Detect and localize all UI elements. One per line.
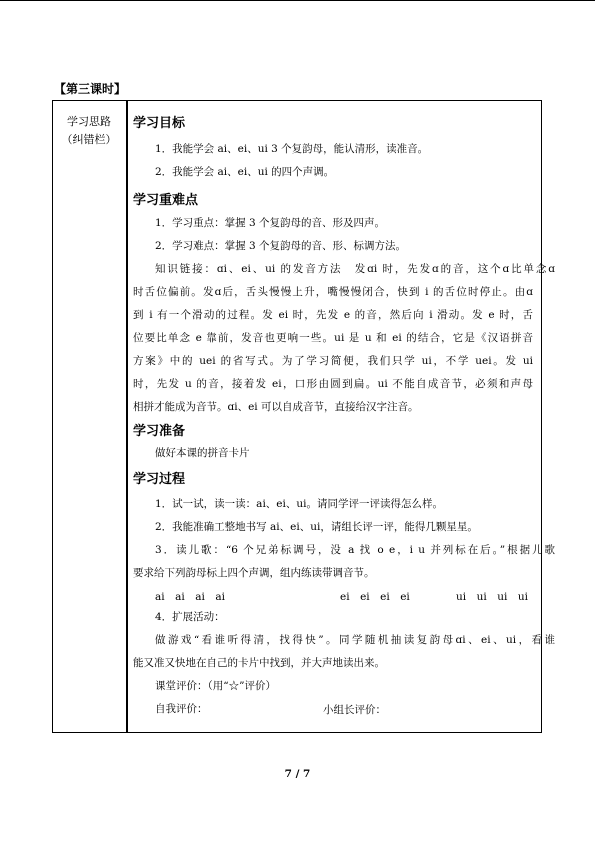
knowledge-link-line: 位要比单念 e 靠前，发音也更响一些。ui 是 u 和 ei 的结合，它是《汉语拼音 bbox=[133, 332, 533, 344]
process-item-4: 4．扩展活动： bbox=[155, 611, 225, 623]
game-text-cont: 能又准又快地在自己的卡片中找到，并大声地读出来。 bbox=[133, 657, 385, 669]
prep-text: 做好本课的拼音卡片 bbox=[155, 447, 250, 459]
game-text: 做游戏“看谁听得清，找得快”。同学随机抽读复韵母ɑi、ei、ui，看谁 bbox=[155, 634, 555, 646]
key-points-heading: 学习重难点 bbox=[133, 193, 199, 208]
knowledge-link-line: 知识链接：ɑi、ei、ui 的发音方法 发ɑi 时，先发ɑ的音，这个ɑ比单念ɑ bbox=[155, 263, 555, 275]
key-point-item: 2．学习难点：掌握 3 个复韵母的音、形、标调方法。 bbox=[155, 240, 407, 252]
prep-heading: 学习准备 bbox=[133, 424, 186, 439]
side-label-line2: （纠错栏） bbox=[61, 133, 117, 146]
knowledge-link-line: 时，先发 u 的音，接着发 ei，口形由圆到扁。ui 不能自成音节，必须和声母 bbox=[133, 378, 533, 390]
column-divider bbox=[126, 100, 128, 733]
process-heading: 学习过程 bbox=[133, 472, 186, 487]
goal-item: 1．我能学会 ai、ei、ui 3 个复韵母，能认清形，读准音。 bbox=[155, 143, 429, 155]
goals-heading: 学习目标 bbox=[133, 116, 186, 131]
leader-evaluation-label: 小组长评价： bbox=[323, 704, 386, 716]
page-number: 7 / 7 bbox=[284, 768, 311, 780]
lesson-title: 【第三课时】 bbox=[54, 82, 127, 96]
key-point-item: 1．学习重点：掌握 3 个复韵母的音、形及四声。 bbox=[155, 217, 386, 229]
knowledge-link-line: 到 i 有一个滑动的过程。发 ei 时，先发 e 的音，然后向 i 滑动。发 e 时，舌 bbox=[133, 309, 533, 321]
self-evaluation-label: 自我评价： bbox=[155, 703, 208, 715]
tones-ui: ui ui ui ui bbox=[456, 591, 528, 603]
class-evaluation: 课堂评价：（用“☆”评价） bbox=[155, 680, 276, 692]
tones-ai: ai ai ai ai bbox=[155, 591, 225, 603]
goal-item: 2．我能学会 ai、ei、ui 的四个声调。 bbox=[155, 166, 335, 178]
knowledge-link-line: 相拼才能成为音节。ɑi、ei 可以自成音节，直接给汉字注音。 bbox=[133, 401, 419, 413]
top-rule bbox=[0, 0, 595, 1]
process-item-3-cont: 要求给下列韵母标上四个声调，组内练读带调音节。 bbox=[133, 567, 375, 579]
knowledge-link-line: 时舌位偏前。发ɑ后，舌头慢慢上升，嘴慢慢闭合，快到 i 的舌位时停止。由ɑ bbox=[133, 286, 533, 298]
process-item-2: 2．我能准确工整地书写 ai、ei、ui，请组长评一评，能得几颗星星。 bbox=[155, 521, 478, 533]
side-label-line1: 学习思路 bbox=[67, 115, 111, 128]
process-item-3: 3．读儿歌：“6 个兄弟标调号，没 a 找 o e，i u 并列标在后。”根据儿歌 bbox=[155, 544, 555, 556]
tones-ei: ei ei ei ei bbox=[340, 591, 410, 603]
knowledge-link-line: 方案》中的 uei 的省写式。为了学习简便，我们只学 ui，不学 uei。发 ui bbox=[133, 355, 533, 367]
process-item-1: 1．试一试，读一读：ai、ei、ui。请同学评一评读得怎么样。 bbox=[155, 498, 443, 510]
